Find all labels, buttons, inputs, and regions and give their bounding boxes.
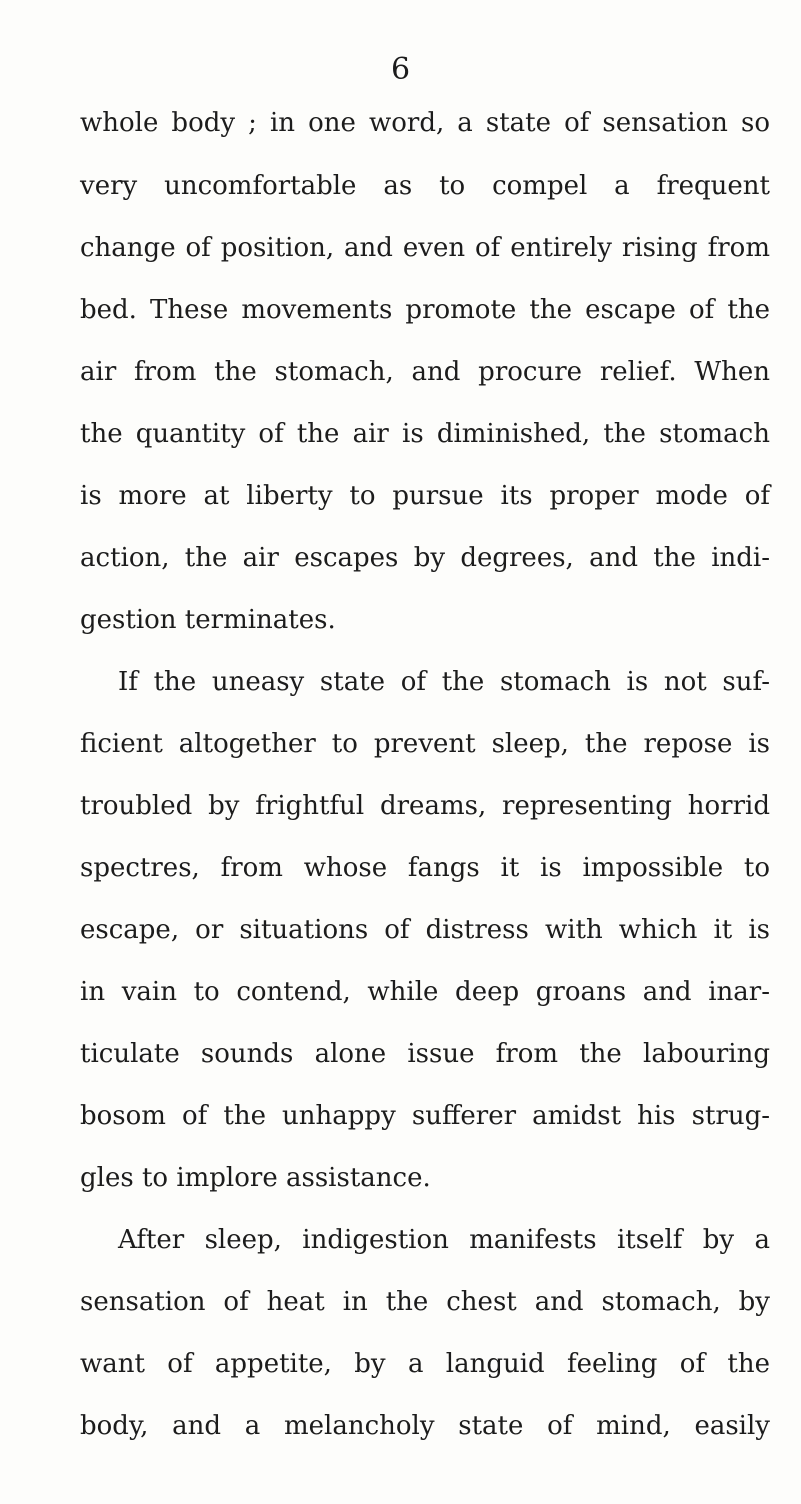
text-line: whole body ; in one word, a state of sensation so (80, 108, 770, 138)
text-line: very uncomfortable as to compel a frequent (80, 171, 770, 201)
text-line: is more at liberty to pursue its proper mode of (80, 481, 770, 511)
text-line: the quantity of the air is diminished, the stomach (80, 419, 770, 449)
text-line: bosom of the unhappy sufferer amidst his strug- (80, 1101, 770, 1131)
text-line: body, and a melancholy state of mind, easily (80, 1411, 770, 1441)
paragraph-start-line: If the uneasy state of the stomach is not suf- (118, 667, 770, 697)
text-line: gestion terminates. (80, 605, 336, 635)
text-line: in vain to contend, while deep groans and inar- (80, 977, 770, 1007)
text-line: ficient altogether to prevent sleep, the repose is (80, 729, 770, 759)
text-line: action, the air escapes by degrees, and the indi- (80, 543, 770, 573)
text-line: ticulate sounds alone issue from the labouring (80, 1039, 770, 1069)
text-line: spectres, from whose fangs it is impossible to (80, 853, 770, 883)
page-number: 6 (390, 52, 411, 87)
text-line: change of position, and even of entirely rising from (80, 233, 770, 263)
paragraph-start-line: After sleep, indigestion manifests itself by a (118, 1225, 770, 1255)
text-line: want of appetite, by a languid feeling of the (80, 1349, 770, 1379)
text-line: bed. These movements promote the escape of the (80, 295, 770, 325)
text-line: gles to implore assistance. (80, 1163, 431, 1193)
text-line: escape, or situations of distress with which it is (80, 915, 770, 945)
text-line: troubled by frightful dreams, representing horrid (80, 791, 770, 821)
text-line: air from the stomach, and procure relief. When (80, 357, 770, 387)
text-line: sensation of heat in the chest and stomach, by (80, 1287, 770, 1317)
